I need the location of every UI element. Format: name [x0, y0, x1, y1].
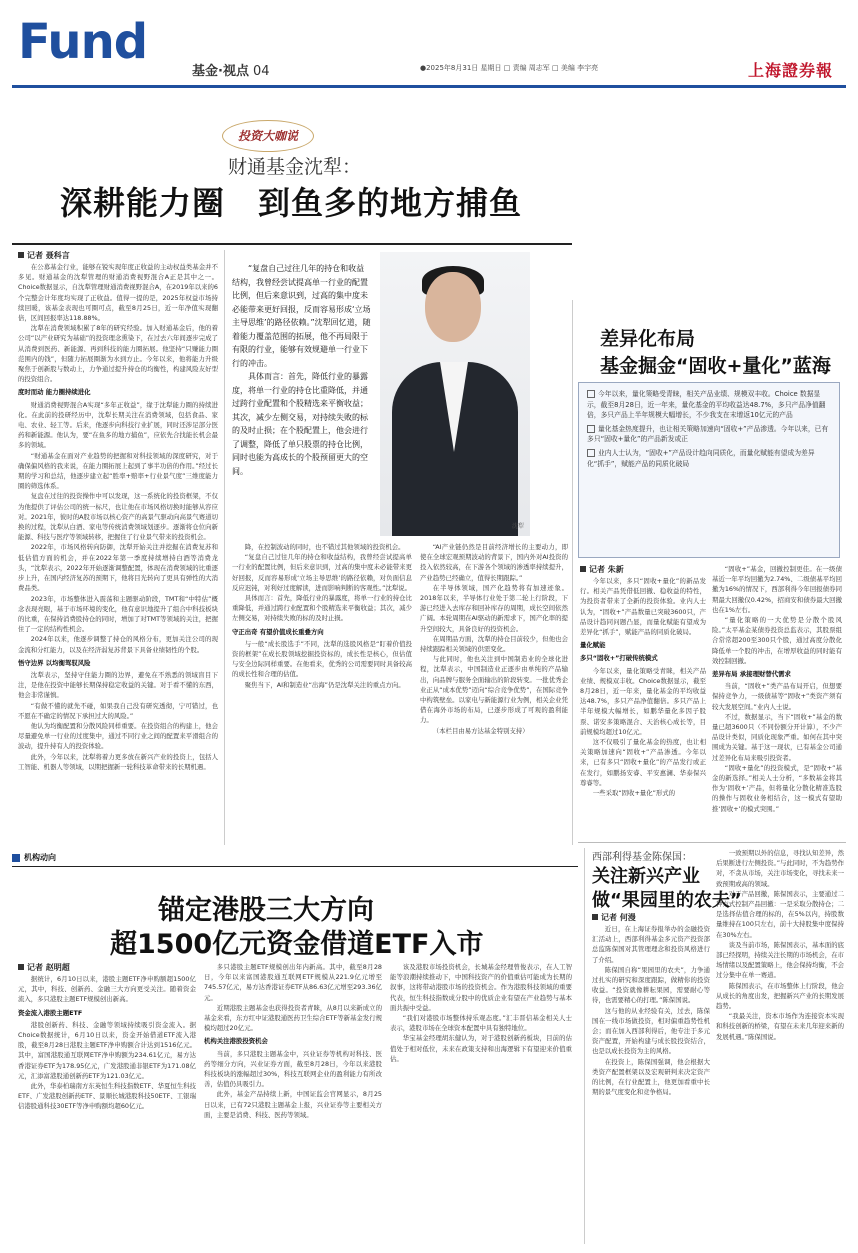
summary-item [587, 389, 831, 421]
paragraph: “固收+”基金，回撤控制更佳。在一级债基近一年平均回撤为2.74%、二级债基平均回撤为16%的情况下，西部利得今年回报债券同期最大回撤仅0.42%，招商安和债券最大回撤也在1%左右。 [712, 565, 842, 614]
summary-box [578, 382, 840, 558]
paragraph: 复盘在过往的投资操作中可以发现，这一系统化的投资框架，不仅为他提供了评估公司的统一标尺，也让他在市场风格切换时能够从容应对。2021年，彼时的A股市场以核心资产的高景气驱动向高景气赛道切换的过程，沈犁从白酒、家电等传统消费领域划逐步。逐渐将仓位向新能源、科技与医疗等领域转移，把握住了行业景气带来的投资机会。 [18, 492, 218, 542]
story2-byline [592, 912, 636, 923]
feature-column-3 [232, 542, 412, 845]
feature-column-1 [18, 262, 218, 847]
story2-column-b [716, 848, 844, 1244]
paragraph: 陈保国自称“果园里的农夫”，力争通过扎实的研究和深度跟踪，做精你的投资收益。“投资就像耕耘果园，需要耐心等待，也需要精心的打理。”陈保国说。 [592, 965, 710, 1005]
paragraph: 此外，基金产品持续上新，中国证监会官网显示，8月25日以来，已有72只港股主题基金上报，兴业证券等主要相关方面，主要是消费、科技、医药等领域。 [204, 1090, 382, 1119]
paragraph: 聚焦当下，AI和制造业“出海”仍是沈犁关注的重点方向。 [244, 680, 405, 689]
paragraph: 此外，今年以来，沈犁将着力更多放在新兴产业的投资上，包括人工智能、机器人等领域，以期把握新一轮科技革命带来的长期机遇。 [18, 752, 218, 771]
masthead-brand: Fund [18, 14, 148, 70]
paragraph: “我最关注，资本市场作为连接资本实现和科技创新的桥梁，有望在未来几年迎来新的发展机遇。”陈保国说。 [716, 1012, 844, 1041]
story3-byline-text: 记者 赵明超 [27, 963, 70, 972]
subhead: 量化赋能 [580, 641, 606, 650]
summary-item [587, 424, 831, 445]
paragraph: 与一般“成长股选手”不同，沈犁的选股风格是“盯着价值投资的框架”在成长股领域挖掘投资标的，成长性是核心，但估值与安全边际同样重要。在他看来，优秀的公司需要同时具备较高的成长性和合理的估值。 [232, 639, 412, 679]
page-number: 04 [252, 64, 270, 79]
paragraph: 一致预期以外的信息，寻找认知差异，然后果断进行左侧投资。”与此同时，不为趋势作对，不贪从市场，关注市场变化，寻找未来一致预期或高的领域。 [716, 849, 844, 888]
photo-face [425, 272, 481, 342]
paragraph: 财通消费视野混合A实现“多年正收益”，缘于沈犁能力圈的持续进化。在此前的投研经历中，沈犁长期关注在消费领域，包括食品、家电、农业、轻工等。后来，他逐步向科技行业扩展，同时还涉足部分医药和新能源。他认为，要“在鱼多的地方捕鱼”，应依先合找能长机会最多的领域。 [18, 400, 218, 450]
paragraph: 近期港股主题基金也获得投资者青睐，从8月以来新成立的基金来看，东方红中证港股通医药卫生综合ETF等新基金发行规模均超过20亿元。 [204, 1003, 382, 1033]
paragraph: 在公募基金行业，能够在锐实现年度正收益的主动权益类基金并不多见。财通基金的沈犁管理的财通消费视野混合A正是其中之一。Choice数据显示，自沈犁管理财通消费视野混合A，在2019年以来的6个完整会计年度均实现了正收益。值得一提的是，2025年权益市场持续回暖，该基金表现也可圈可点，截至8月25日，近一年净值实现翻倍，区间回报率达118.88%。 [18, 263, 218, 323]
story3-column-c [390, 962, 572, 1244]
paragraph: 在周期品方面，沈犁的持仓目前较少，但他也会持续跟踪相关领域的供需变化。 [420, 634, 568, 654]
story2-title-1: 关注新兴产业 [592, 866, 700, 887]
column-divider [224, 250, 225, 845]
portrait-photo [380, 252, 530, 536]
paragraph: 在半导体领域，国产化趋势将有加速迹象。2018年以来，半导体行业处于第二轮上行阶段，下游已经进入去库存和回补库存的周期，成长空间依然广阔。本轮周期在AI驱动的新需求下，国产化率的提升空间较大，具备良好的投资机会。 [420, 583, 568, 633]
feature-kicker: 财通基金沈犁： [228, 156, 362, 178]
newspaper-logo: 上海證券報 [748, 61, 834, 80]
byline-mark-icon [18, 964, 24, 970]
paragraph: “财通基金在面对产业趋势的把握和对科技领域的深度研究，对于确保偏风格的我来说，在能力圈拓展上起到了事半功倍的作用。”经过长期的学习和总结，他逐步建立起“胜率+赔率+行业景气度”三维度能力圈的筛选体系。 [18, 451, 218, 491]
paragraph: 2022年，市场风格转向防御，沈犁开始关注并挖掘在消费复苏和低估值方面的机会，并在2022年第一季度持续增持白酒等消费龙头，“沈犁表示，2022年开始逐渐调整配置，体现在消费领域的比重逐步上升，在国内经济复苏的预期下，他将目光转向了更具有弹性的大消费品类。 [18, 543, 218, 593]
paragraph: 在投资上，陈保国强调，他会根据大类资产配置框架以及宏观研判来决定资产的比例，在行业配置上，他更加看重中长期的景气度变化和竞争格局。 [592, 1057, 710, 1097]
paragraph: 沈犁表示，坚持守住能力圈的边界，避免在不熟悉的领域盲目下注，是他在投资中能够长期保持稳定收益的关键。对于看不懂的东西，他会非常谨慎。 [18, 670, 218, 700]
story2-kicker: 西部利得基金陈保国： [592, 852, 692, 863]
paragraph: 对于产品回撤，陈保国表示，主要通过二种方式控制产品回撤：一是采取分散持仓；二是选择估值合理的标的，在5%以内，持股数量维持在100只左右，前十大持股集中度保持在30%左右。 [716, 889, 844, 939]
paragraph: 他认为均衡配置和分散风险同样重要。在投资组合的构建上，他会尽量避免单一行业的过度集中，通过不同行业之间的配置来平滑组合的波动，提升持有人的投资体验。 [18, 721, 218, 751]
header-rule [12, 85, 846, 88]
box-byline-text: 记者 朱新 [589, 565, 624, 574]
summary-item [587, 448, 831, 469]
subhead: 悟守边界 以均衡驾驭风险 [18, 658, 91, 667]
paragraph: 降，在控制波动的同时，也不错过其他领域的投资机会。 [244, 543, 405, 551]
box-title-2: 基金掘金“固收+量化”蓝海 [600, 355, 831, 377]
section-marker-icon [12, 854, 20, 862]
byline-mark-icon [580, 566, 586, 572]
story3-byline [18, 962, 70, 973]
paragraph: 2023年，市场整体进入震荡和主题驱动阶段，TMT和“中特估”概念表现亮眼，基于市场环境的变化，他有意识地提升了组合中科技板块的比重，在保持消费股持仓的同时，增加了对TMT等领域的关注，把握住了一定的结构性机会。 [18, 594, 218, 634]
paragraph: “有做不懂的就先不碰，如果我自己没有研究透彻，宁可错过，也不愿在不确定的情况下承担过大的风险。” [18, 701, 218, 720]
story2-column-a [592, 924, 710, 1244]
pull-quote [232, 262, 372, 478]
feature-byline [18, 250, 70, 261]
section-name: 基金·视点 [192, 64, 249, 79]
subhead: 差异布局 承接理财替代需求 [712, 670, 791, 679]
story3-column-a [18, 974, 196, 1244]
paragraph: 今年以来，多只“固收+量化”的新品发行。相关产品凭借低回撤、稳收益的特性，为投资者带来了全新的投资体验。业内人士认为，“固收+”产品数量已突破3600只，产品设计趋同问题凸显，而量化赋能有望成为差异化“抓手”，赋能产品的同质化破局。 [580, 577, 706, 637]
subhead: 资金流入港股主题ETF [18, 1008, 83, 1017]
column-badge: 投资大咖说 [222, 120, 314, 152]
paragraph: 陈保国表示，在市场整体上行阶段，他会从成长的角度出发，把握新兴产业的长期发展趋势。 [716, 981, 844, 1011]
column-divider [584, 848, 585, 1244]
paragraph: 沈犁在消费领域积累了8年的研究经验。加入财通基金后，他的着公司“以产业研究为基础”的投资理念熏染下，在过去六年间逐步完成了从消费到医药、新能源、再到科技的能力圈拓展。他坚持“只赚能力圈范围内的钱”，但随力拓展圈渐为水到方止。今年以来，他将能力升级聚焦于创新股与数动上，力争通过提升持仓的均衡性，构建风险友好型的投资组合。 [18, 324, 218, 384]
paragraph: 2024年以来，他逐步调整了持仓的风格分布，更加关注公司的现金流和分红能力，以及在经济弱复苏背景下具备业绩韧性的个股。 [18, 635, 218, 654]
quote-paragraph: 具体而言：首先，降低行业的暴露度，将单一行业的持仓比重降低，并通过跨行业配置和个股精选来平衡收益；其次，减少左侧交易，对持续失败的标的及时止损；在个股配置上，他会进行了调整，降低了单只股票的持仓比例，同时也能为高成长的个股预留更大的空间。 [232, 372, 368, 476]
story3-title-2: 超1500亿元资金借道ETF入市 [110, 929, 484, 960]
paragraph: “复盘自己过往几年的持仓和收益结构，我曾经尝试提高单一行业的配置比例，但后来意识到，过高的集中度未必能带来更好回报，反而容易形成‘立场主导思维’的路径依赖，对负面信息反应迟钝，对利好过度解读，进而影响判断的客观性。”沈犁说。 [232, 553, 412, 592]
section-title [192, 60, 270, 79]
summary-text: 今年以来，量化策略受青睐，相关产品业绩、规模双丰收。Choice 数据显示，截至8月28日，近一年来，量化基金的平均收益达48.7%，多只产品净值翻倍，多只产品上半年规模大幅增长，不少我支在末增返10亿元的产品 [587, 390, 826, 420]
subhead: 机构关注港股投资机会 [204, 1037, 268, 1046]
paragraph: 华宝基金经理胡东健认为，对于港股创新药板块，目前的估值处于相对低位，未来在政策支持和出海逻辑下有望迎来价值重估。 [390, 1034, 572, 1063]
paragraph: 此外，华泰柏瑞南方东英恒生科技指数ETF、华夏恒生科技ETF、广发港股创新药ETF、景顺长城港股科技50ETF、工银瑞信港股通科技30ETF等净申购额均超60亿元。 [18, 1082, 196, 1111]
story2-title-2: 做“果园里的农夫” [592, 890, 742, 911]
issue-meta: ●2025年8月31日 星期日 □ 责编 周志军 □ 美编 李宇亮 [420, 64, 599, 72]
story3-title-1: 锚定港股三大方向 [158, 895, 374, 926]
paragraph: 据统计，6月10日以来，港股主题ETF净申购额超1500亿元，其中，科技、创新药、金融三大方向更受关注。随着资金流入，多只港股主题ETF规模创出新高。 [18, 975, 196, 1004]
box-column-b [712, 564, 842, 836]
summary-text: 量化基金热度提升，也让相关策略加速向“固收+”产品渗透。今年以来，已有多只“固收+量化”的产品新发或正 [587, 424, 829, 444]
paragraph: 这与他的从业经验有关，过去，陈保国在一线市场做投资，相对偏重趋势性机会；而在加入西部利得后，他专注于多元资产配置，开始构建与成长股投资结合，也是以成长投资为主的风格。 [592, 1006, 710, 1056]
byline-mark-icon [592, 914, 598, 920]
paragraph: “AI产业链仍然是目前经济增长的主要动力，即使在全球宏观预期波动的背景下，国内外对AI投资的投入依然较高，在下游各个领域的渗透率持续提升，产业趋势已经确立，值得长期跟踪。” [420, 543, 568, 582]
byline-mark-icon [18, 252, 24, 258]
headline-rule [12, 243, 572, 245]
paragraph: 近日，在上海证券报举办的金融投资汇活动上，西部利得基金多元资产投资部总监陈保国对其管理理念和投资风格进行了介绍。 [592, 925, 710, 964]
box-byline [580, 564, 624, 575]
checkbox-icon [587, 390, 595, 398]
feature-headline: 深耕能力圈 到鱼多的地方捕鱼 [60, 184, 523, 222]
subhead: 多只“固收+”打破传统模式 [580, 654, 658, 663]
paragraph: 一些采取“固收+量化”形式的 [592, 789, 676, 798]
subhead: 守正出奇 有望价值成长重叠方向 [232, 627, 324, 636]
story3-rule [12, 866, 578, 867]
feature-byline-text: 记者 聂科言 [27, 251, 70, 260]
paragraph: 当前，多只港股主题基金中，兴业证券等机构对科技、医药等细分方向，兴业证券方面，截至8月28日，今年以来港股科技板块的涨幅超过30%，科技互联网企业的盈利能力有所改善，估值仍具吸引力。 [204, 1049, 382, 1089]
paragraph: 多只港股主题ETF规模创出年内新高。其中，截至8月28日，今年以来富国港股通互联网ETF规模从221.9亿元增至745.57亿元，易方达香港证券ETF从86.63亿元增至293.36亿元。 [204, 963, 382, 1002]
paragraph: 谈及当前市场，陈保国表示，基本面的底部已经探明，持续关注长期的市场机会，在市场情绪以及配置策略上，他会保持均衡，不会过分集中在单一赛道。 [716, 940, 844, 980]
story2-byline-text: 记者 何漫 [601, 913, 636, 922]
paragraph: 这不仅吸引了量化基金的热度，也让相关策略加速向“固收+”产品渗透。今年以来，已有多只“固收+量化”的产品发行或正在发行，如鹏扬安睿、平安惠澜、华泰保兴尊睿等。 [580, 738, 706, 787]
story3-column-b [204, 962, 382, 1244]
quote-paragraph: “复盘自己过往几年的持仓和收益结构，我曾经尝试提高单一行业的配置比例，但后来意识到，过高的集中度未必能带来更好回报，反而容易形成‘立场主导思维’的路径依赖。”沈犁回忆道，随着能力覆盖范围的拓展，他不再局限于有限的行业，能够有效规避单一行业下行的冲击。 [232, 264, 371, 368]
feature-column-4 [420, 542, 568, 845]
box-rule [578, 842, 846, 843]
subhead: 度时而动 能力圈持续进化 [18, 388, 91, 397]
story3-section: 机构动向 [24, 853, 56, 862]
paragraph: 与此同时，他也关注到中国制造业的全球化进程，沈犁表示，中国制造业正逐步由单纯的产品输出，向品牌与服务全面输出的阶段转变。一批优秀企业正从“成本优势”迈向“综合竞争优势”，在国际竞争中构筑壁垒。以家电与新能源行业为例，相关企业凭借在海外市场的布局，已逐步形成了可观的盈利能力。 [420, 655, 568, 725]
photo-caption: 沈犁 [511, 523, 524, 530]
column-divider [572, 300, 573, 845]
paragraph: 具体而言：首先，降低行业的暴露度，将单一行业的持仓比重降低，并通过跨行业配置和个股精选来平衡收益；其次，减少左侧交易，对持续失败的标的及时止损。 [232, 594, 412, 623]
box-column-a [580, 576, 706, 836]
checkbox-icon [587, 425, 595, 433]
paragraph: “固收+量化”的投资模式，是“固收+”基金的新选择。”相关人士分析，“多数基金将其作为‘固收+’产品，但将量化分散化精准选股的操作与固收业务相结合，这一模式有望助推‘固收+’的模式突围。” [712, 763, 842, 813]
paragraph: 当前，“固收+”类产品布局开启，但想要保持竞争力，一级债基等“固收+”类资产须有较大发展空间。”业内人士说。 [712, 682, 842, 711]
summary-text: 业内人士认为，“固收+”产品设计趋向同质化，而量化赋能有望成为差异化“抓手”，赋能产品的同质化破局 [587, 448, 815, 468]
paragraph: 该及港股市场投资机会，长城基金经理曾俊表示，在人工智能等浪潮持续推动下，中国科技资产的价值重估可能成为长期的叙事，这将带动港股市场的投资机会。作为港股科技领域的重要代表，恒生科技指数成分股中的优质企业有望在产业趋势与基本面共振中受益。 [390, 963, 572, 1012]
paragraph: “我们对港股市场整体持乐观态度。”汇丰晋信基金相关人士表示，港股市场在全球资本配置中具有独特地位。 [390, 1014, 572, 1033]
paragraph: （本栏目由易方达基金特别支持） [432, 726, 529, 735]
paragraph: 不过，数据显示，当下“固收+”基金的数量已超3600只（不同份额分开计算），不少产品设计类似，同质化现象严重。如何在其中突围成为关键。基于这一现状，已有基金公司通过差异化布局来吸引投资者。 [712, 712, 842, 762]
paragraph: 港股创新药、科技、金融等领域持续吸引资金流入。据Choice数据统计，6月10日以来，资金开始借道ETF流入港股，截至8月28日港股主题ETF净申购额合计达到1516亿元。其中，富国港股通互联网ETF净申购额为234.61亿元，易方达香港证券ETF为178.95亿元，广发港股通非银ETF为171.08亿元，汇添富港股通创新药ETF为121.03亿元。 [18, 1020, 196, 1080]
box-title-1: 差异化布局 [600, 328, 696, 350]
paragraph: 今年以来，量化策略受青睐，相关产品业绩、规模双丰收。Choice数据显示，截至8月28日，近一年来，量化基金的平均收益达48.7%，多只产品净值翻倍。多只产品上半年规模大幅增长，如鹏华量化多因子股票、诺安多策略混合、天治核心成长等，目前规模均超过10亿元。 [580, 666, 706, 736]
paragraph: “量化策略的一大优势是分散个股风险。”太平基金某债券投资总监表示，其股票组合常常超200至300只个股，通过高度分散化降低单一个股的冲击，在增厚收益的同时能有效控制回撤。 [712, 616, 842, 665]
checkbox-icon [587, 449, 595, 457]
